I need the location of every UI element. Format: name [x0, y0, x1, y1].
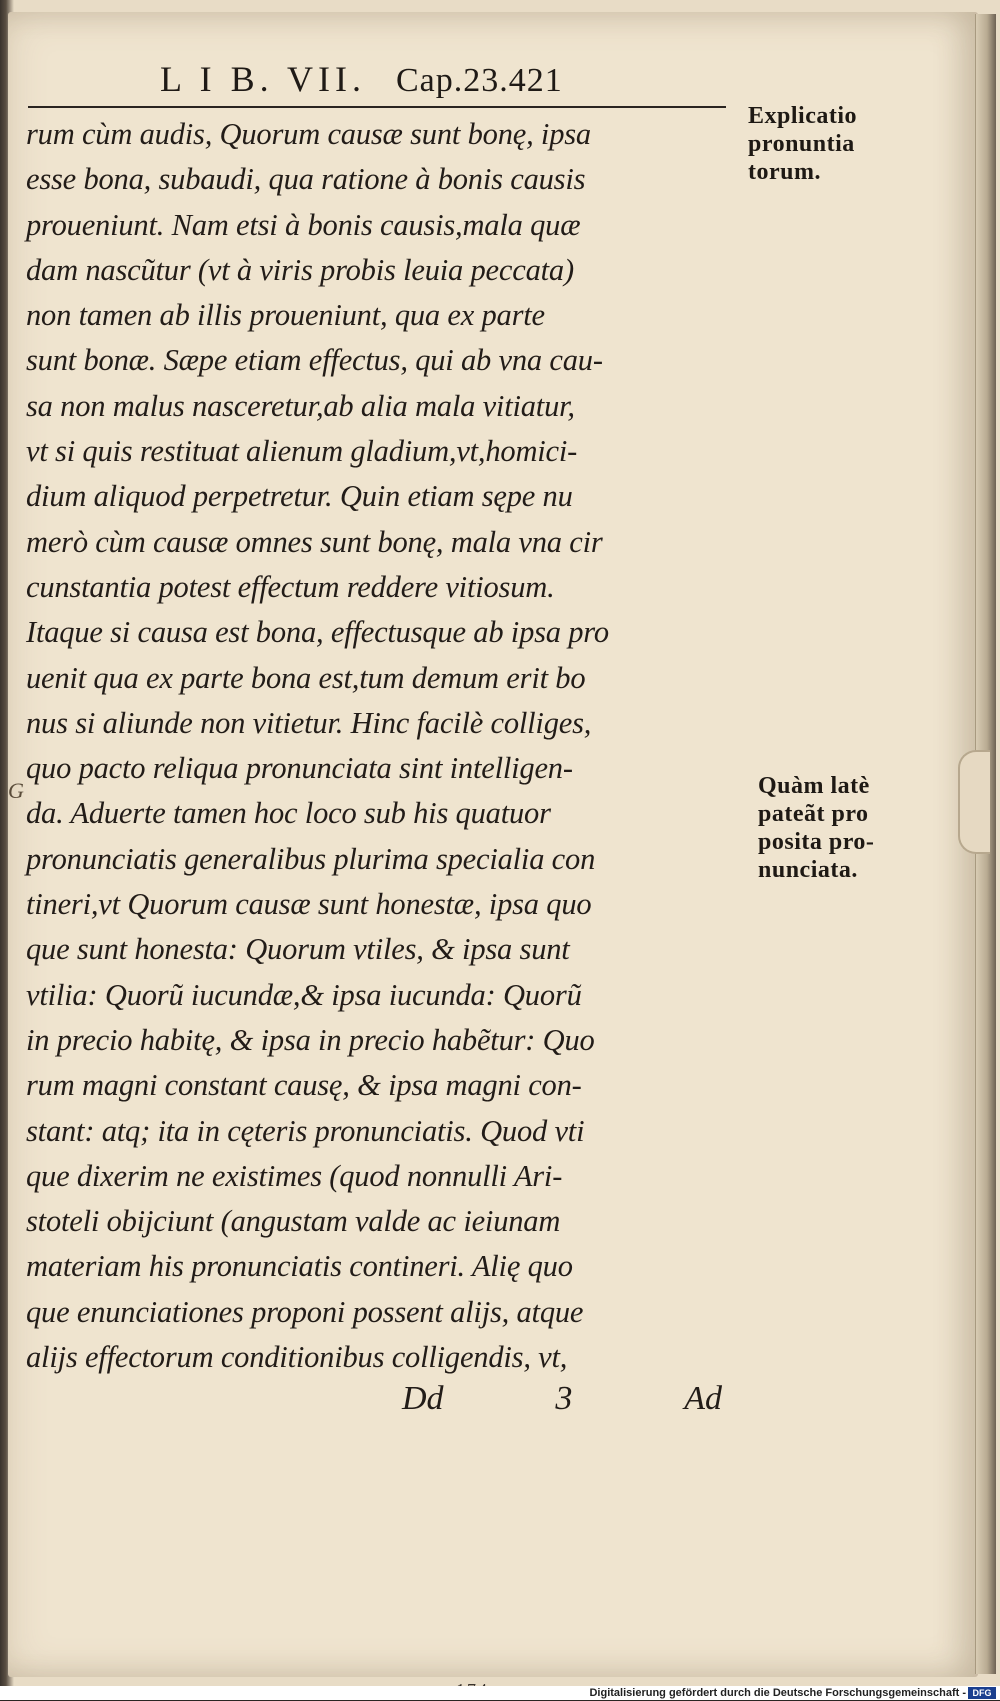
chapter-page-number: Cap.23.421: [395, 62, 563, 99]
text-line: que dixerim ne existimes (quod nonnulli Ari-: [26, 1158, 563, 1193]
margin-note-line: torum.: [748, 159, 821, 185]
text-line: nus si aliunde non vitietur. Hinc facilè colliges,: [26, 705, 592, 740]
text-line: vt si quis restituat alienum gladium,vt,homici-: [26, 434, 578, 469]
margin-note-line: Explicatio: [748, 103, 858, 129]
text-line: alijs effectorum conditionibus colligendis, vt,: [26, 1340, 568, 1375]
text-line: merò cùm causæ omnes sunt bonę, mala vna cir: [26, 524, 603, 559]
text-line: vtilia: Quorũ iucundæ,& ipsa iucunda: Quorũ: [26, 977, 582, 1012]
text-line: dam nascũtur (vt à viris probis leuia peccata): [26, 252, 574, 287]
text-line: que sunt honesta: Quorum vtiles, & ipsa sunt: [26, 932, 570, 967]
text-line: sa non malus nasceretur,ab alia mala vitiatur,: [26, 388, 575, 423]
margin-note-line: pateãt pro: [758, 801, 869, 827]
text-line: esse bona, subaudi, qua ratione à bonis causis: [26, 162, 586, 197]
text-line: uenit qua ex parte bona est,tum demum erit bo: [26, 660, 586, 695]
margin-note-explicatio: [748, 102, 948, 186]
text-line: dium aliquod perpetretur. Quin etiam sępe nu: [26, 479, 573, 514]
text-line: Itaque si causa est bona, effectusque ab ipsa pro: [26, 615, 609, 650]
body-text: [26, 112, 742, 1380]
book-number: L I B. VII.: [160, 59, 366, 99]
signature-number: 3: [555, 1380, 573, 1417]
digitization-credit: Digitalisierung gefördert durch die Deutsche Forschungsgemeinschaft -: [589, 1687, 966, 1699]
text-line: tineri,vt Quorum causæ sunt honestæ, ipsa quo: [26, 887, 592, 922]
text-line: da. Aduerte tamen hoc loco sub his quatuor: [26, 796, 551, 831]
text-line: in precio habitę, & ipsa in precio habẽtur: Quo: [26, 1022, 595, 1057]
margin-note-line: pronuntia: [748, 131, 855, 157]
text-line: non tamen ab illis proueniunt, qua ex parte: [26, 298, 545, 333]
signature-mark: Dd: [402, 1380, 444, 1417]
page-footer: [402, 1380, 722, 1418]
header-rule: [28, 106, 726, 108]
text-line: pronunciatis generalibus plurima specialia con: [26, 841, 596, 876]
text-line: sunt bonæ. Sæpe etiam effectus, qui ab vna cau-: [26, 343, 603, 378]
text-line: cunstantia potest effectum reddere vitiosum.: [26, 569, 555, 604]
page-tab-notch: [958, 750, 990, 854]
text-line: quo pacto reliqua pronunciata sint intelligen-: [26, 751, 573, 786]
margin-note-line: Quàm latè: [758, 773, 870, 799]
catchword: Ad: [684, 1380, 722, 1417]
running-header: [160, 58, 720, 102]
text-line: proueniunt. Nam etsi à bonis causis,mala quæ: [26, 207, 581, 242]
margin-note-quam-late: [758, 772, 938, 884]
margin-note-line: posita pro-: [758, 829, 875, 855]
margin-note-line: nunciata.: [758, 857, 858, 883]
text-line: que enunciationes proponi possent alijs, atque: [26, 1294, 584, 1329]
text-line: materiam his pronunciatis contineri. Alię quo: [26, 1249, 573, 1284]
dfg-logo: DFG: [968, 1687, 996, 1699]
margin-letter-g: G: [8, 778, 24, 803]
text-line: rum magni constant causę, & ipsa magni con-: [26, 1068, 582, 1103]
text-line: stoteli obijciunt (angustam valde ac ieiunam: [26, 1204, 561, 1239]
text-line: rum cùm audis, Quorum causæ sunt bonę, ipsa: [26, 117, 591, 151]
text-line: stant: atq; ita in cęteris pronunciatis. Quod vti: [26, 1113, 585, 1148]
